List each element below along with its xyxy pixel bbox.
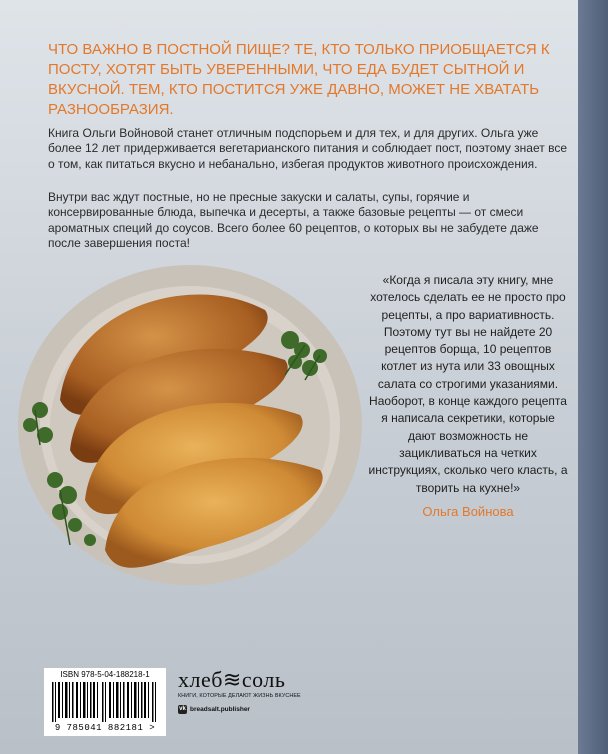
spine-strip bbox=[578, 0, 608, 754]
plate-of-fried-pastries-image bbox=[0, 250, 370, 610]
headline: ЧТО ВАЖНО В ПОСТНОЙ ПИЩЕ? ТЕ, КТО ТОЛЬКО ПРИОБЩАЕТСЯ К ПОСТУ, ХОТЯТ БЫТЬ УВЕРЕННЫМИ, ЧТО ЕДА БУДЕТ СЫТНОЙ И ВКУСНОЙ. ТЕМ, КТО ПОСТИТСЯ УЖЕ ДАВНО, МОЖЕТ НЕ ХВАТАТЬ РАЗНООБРАЗИЯ. bbox=[48, 41, 550, 118]
publisher-social-handle: breadsalt.publisher bbox=[190, 706, 250, 713]
vk-icon: vk bbox=[179, 706, 186, 712]
author-quote bbox=[368, 272, 568, 520]
barcode-number: 9 785041 882181 > bbox=[54, 723, 156, 733]
quote-text: «Когда я писала эту книгу, мне хотелось сделать ее не просто про рецепты, а про вариативность. Поэтому тут вы не найдете 20 рецептов борща, 10 рецептов котлет из нута или 33 овощных салата со строгими указаниями. Наоборот, в конце каждого рецепта я написала секретики, которые дают возможность не зацикливаться на четких инструкциях, сколько чего класть, а творить на кухне!» bbox=[368, 273, 568, 495]
description-paragraph-1: Книга Ольги Войновой станет отличным подспорьем и для тех, и для других. Ольга уже более 12 лет придерживается вегетарианского питания и соблюдает пост, поэтому знает все о том, как питаться вкусно и небанально, избегая продуктов животного происхождения. bbox=[48, 126, 567, 171]
description-paragraph-2: Внутри вас ждут постные, но не пресные закуски и салаты, супы, горячие и консервированные блюда, выпечка и десерты, а также базовые рецепты — от смеси ароматных специй до соусов. Всего более 60 рецептов, о которых вы не забудете даже после завершения поста! bbox=[48, 190, 539, 251]
isbn-barcode-box bbox=[44, 668, 166, 736]
publisher-social bbox=[178, 705, 302, 714]
publisher-logo: хлеб≋соль bbox=[178, 667, 286, 692]
isbn-label: ISBN 978-5-04-188218-1 bbox=[60, 670, 150, 679]
quote-author: Ольга Войнова bbox=[422, 503, 514, 519]
publisher-tagline: КНИГИ, КОТОРЫЕ ДЕЛАЮТ ЖИЗНЬ ВКУСНЕЕ bbox=[178, 693, 301, 699]
barcode-icon bbox=[50, 682, 160, 722]
publisher-block bbox=[178, 668, 302, 738]
